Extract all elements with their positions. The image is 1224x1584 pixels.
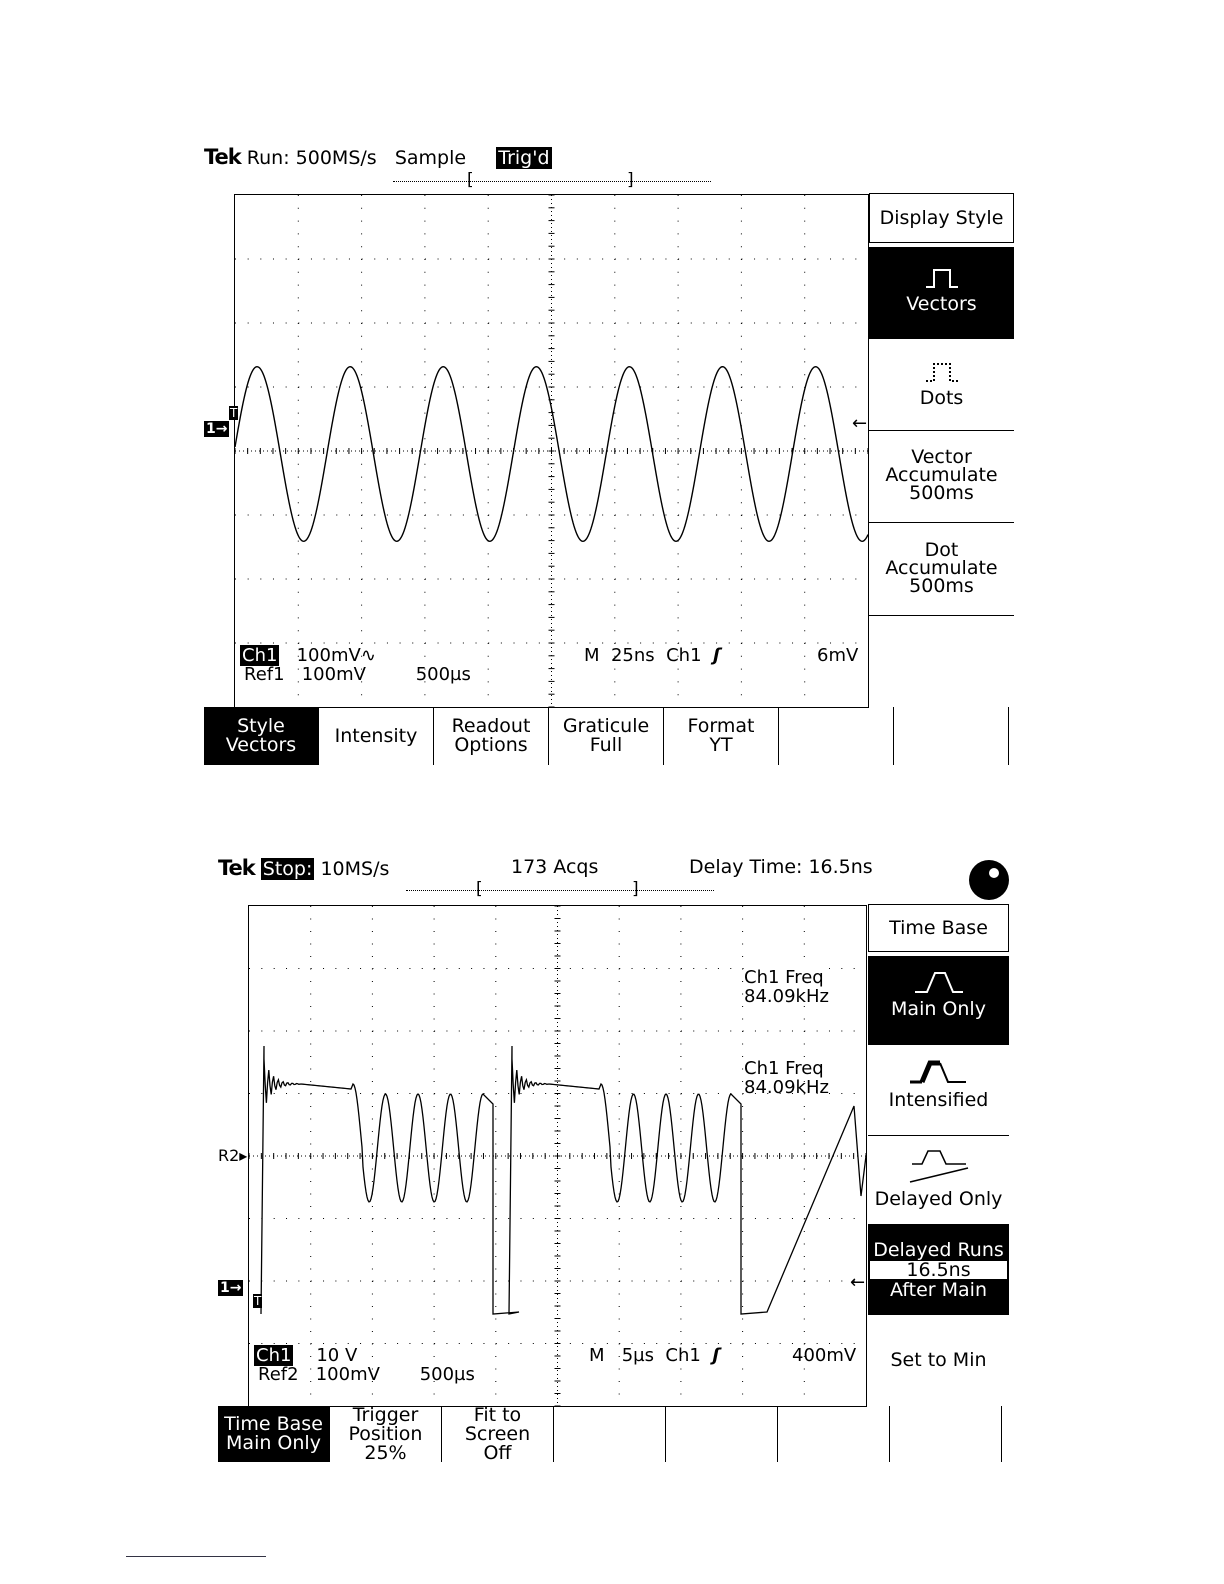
channel-label: Ch1 bbox=[242, 645, 278, 666]
acquisition-indicator-icon bbox=[968, 859, 1010, 901]
record-view-bracket-right: ] bbox=[627, 170, 634, 190]
bottom-menu-button[interactable] bbox=[890, 1406, 1002, 1462]
scope-1-bottom-menu bbox=[204, 707, 1009, 765]
trigger-position-marker: T bbox=[254, 1294, 262, 1308]
bottom-menu-label: Trigger bbox=[352, 1403, 419, 1426]
trigger-level-arrow-icon: ← bbox=[850, 1272, 866, 1293]
bottom-menu-button[interactable] bbox=[204, 707, 319, 765]
vector-pulse-icon bbox=[924, 267, 960, 289]
channel-scale: 100mV∿ bbox=[296, 645, 376, 666]
tek-logo: Tek bbox=[218, 856, 255, 880]
main-only-button[interactable] bbox=[868, 956, 1009, 1045]
channel-scale: 10 V bbox=[316, 1345, 358, 1366]
delayed-runs-after-main-button[interactable] bbox=[868, 1225, 1009, 1315]
bottom-menu-button[interactable] bbox=[330, 1403, 442, 1464]
bottom-menu-button[interactable] bbox=[554, 1406, 666, 1462]
run-mode: Run: 500MS/s bbox=[246, 147, 377, 169]
trigger-status: Trig'd bbox=[498, 147, 550, 169]
vector-accumulate-line-1: Vector bbox=[911, 446, 972, 468]
scope-2-status-bar bbox=[218, 856, 389, 880]
bottom-menu-button[interactable] bbox=[664, 707, 779, 765]
vectors-label: Vectors bbox=[906, 293, 977, 315]
dots-button[interactable] bbox=[869, 339, 1014, 431]
after-main-label: After Main bbox=[889, 1279, 988, 1301]
trigger-level-arrow-icon: ← bbox=[852, 413, 868, 434]
bottom-menu-label: Off bbox=[483, 1441, 512, 1464]
vector-accumulate-line-3: 500ms bbox=[909, 482, 974, 504]
timebase-value: M 25ns Ch1 bbox=[584, 645, 702, 666]
intensified-icon bbox=[908, 1059, 970, 1085]
graticule-screen bbox=[234, 194, 869, 708]
trigger-level: 6mV bbox=[817, 645, 859, 666]
intensified-label: Intensified bbox=[888, 1089, 989, 1111]
run-mode: Stop: bbox=[262, 858, 313, 880]
scope-1-status-bar bbox=[204, 145, 552, 169]
display-style-side-menu bbox=[869, 193, 1014, 618]
frequency-measurement-1 bbox=[744, 968, 829, 1006]
frequency-measurement-2 bbox=[744, 1059, 829, 1097]
bottom-menu-label: Time Base bbox=[224, 1413, 323, 1435]
bottom-menu-label: Intensity bbox=[334, 724, 418, 747]
trigger-slope: ʃ bbox=[713, 645, 721, 666]
bottom-menu-button[interactable] bbox=[549, 707, 664, 765]
reference-readout bbox=[258, 1365, 475, 1384]
channel-1-ground-marker: 1→ bbox=[206, 421, 228, 437]
delayed-only-icon bbox=[906, 1148, 972, 1184]
dot-accumulate-line-3: 500ms bbox=[909, 575, 974, 597]
bottom-menu-label: Position bbox=[348, 1422, 423, 1445]
dot-accumulate-button[interactable] bbox=[869, 523, 1014, 616]
dot-accumulate-line-1: Dot bbox=[924, 539, 959, 561]
bottom-menu-button[interactable] bbox=[218, 1406, 330, 1462]
record-view-bar bbox=[406, 879, 714, 905]
record-view-bracket-left: [ bbox=[476, 879, 483, 899]
bottom-menu-label: Style bbox=[237, 715, 285, 737]
scope-2-bottom-menu bbox=[218, 1403, 1002, 1464]
dot-accumulate-line-2: Accumulate bbox=[885, 557, 998, 579]
sample-rate: 10MS/s bbox=[320, 858, 390, 880]
vector-accumulate-line-2: Accumulate bbox=[885, 464, 998, 486]
bottom-menu-button[interactable] bbox=[779, 707, 894, 765]
trigger-slope: ʃ bbox=[712, 1345, 720, 1366]
delay-time: Delay Time: 16.5ns bbox=[689, 856, 873, 878]
time-base-side-menu bbox=[868, 904, 1009, 1404]
delayed-only-button[interactable] bbox=[868, 1136, 1009, 1225]
bottom-menu-label: 25% bbox=[364, 1441, 407, 1464]
main-only-icon bbox=[913, 970, 965, 994]
acquisition-mode: Sample bbox=[394, 147, 467, 169]
reference-time: 500µs bbox=[415, 664, 471, 685]
acquisition-count: 173 Acqs bbox=[511, 856, 599, 878]
set-to-min-button[interactable]: Set to Min bbox=[890, 1349, 987, 1371]
freq-2-label: Ch1 Freq bbox=[744, 1058, 824, 1079]
vector-accumulate-button[interactable] bbox=[869, 431, 1014, 523]
record-view-bracket-right: ] bbox=[632, 879, 639, 899]
bottom-menu-label: Options bbox=[454, 734, 528, 756]
channel-1-ground-marker: 1→ bbox=[220, 1280, 242, 1296]
footnote-rule bbox=[126, 1556, 266, 1557]
reference-readout bbox=[244, 665, 471, 684]
channel-readout bbox=[240, 646, 376, 665]
freq-2-value: 84.09kHz bbox=[744, 1077, 829, 1098]
delayed-runs-label: Delayed Runs bbox=[873, 1239, 1004, 1261]
reference-time: 500µs bbox=[419, 1364, 475, 1385]
bottom-menu-button[interactable] bbox=[778, 1406, 890, 1462]
trigger-level: 400mV bbox=[792, 1345, 857, 1366]
bottom-menu-label: Format bbox=[687, 715, 755, 737]
timebase-value: M 5µs Ch1 bbox=[589, 1345, 701, 1366]
vectors-button[interactable] bbox=[869, 247, 1014, 339]
main-only-label: Main Only bbox=[891, 998, 986, 1020]
timebase-readout bbox=[589, 1346, 720, 1365]
bottom-menu-button[interactable] bbox=[434, 707, 549, 765]
reference-label: Ref1 bbox=[244, 664, 285, 685]
reference-scale: 100mV bbox=[315, 1364, 380, 1385]
bottom-menu-label: Full bbox=[589, 734, 623, 756]
bottom-menu-button[interactable] bbox=[894, 707, 1009, 765]
timebase-readout bbox=[584, 646, 720, 665]
bottom-menu-button[interactable] bbox=[666, 1406, 778, 1462]
delayed-only-label: Delayed Only bbox=[874, 1188, 1003, 1210]
channel-label: Ch1 bbox=[256, 1345, 292, 1366]
graticule-screen bbox=[248, 905, 867, 1407]
bottom-menu-label: Graticule bbox=[562, 715, 650, 737]
dots-label: Dots bbox=[919, 387, 964, 409]
dot-pulse-icon bbox=[924, 361, 960, 383]
tek-logo: Tek bbox=[204, 145, 241, 169]
trigger-position-marker: T bbox=[230, 406, 238, 420]
time-base-title: Time Base bbox=[868, 904, 1009, 952]
bottom-menu-label: Vectors bbox=[225, 734, 297, 756]
reference-scale: 100mV bbox=[301, 664, 366, 685]
bottom-menu-button[interactable] bbox=[319, 707, 434, 765]
reference-2-marker: R2▸ bbox=[218, 1146, 248, 1165]
freq-1-value: 84.09kHz bbox=[744, 986, 829, 1007]
bottom-menu-button[interactable] bbox=[442, 1403, 554, 1464]
waveform-plot bbox=[235, 195, 868, 707]
bottom-menu-label: Fit to bbox=[473, 1403, 522, 1426]
bottom-menu-label: Main Only bbox=[226, 1432, 321, 1454]
delay-value-field[interactable]: 16.5ns bbox=[870, 1261, 1007, 1279]
reference-label: Ref2 bbox=[258, 1364, 299, 1385]
bottom-menu-label: Readout bbox=[451, 715, 531, 737]
bottom-menu-label: Screen bbox=[464, 1422, 531, 1445]
bottom-menu-label: YT bbox=[709, 734, 733, 756]
channel-readout bbox=[254, 1346, 357, 1365]
display-style-title: Display Style bbox=[869, 193, 1014, 243]
intensified-button[interactable] bbox=[868, 1045, 1009, 1136]
freq-1-label: Ch1 Freq bbox=[744, 967, 824, 988]
record-view-bracket-left: [ bbox=[467, 170, 474, 190]
